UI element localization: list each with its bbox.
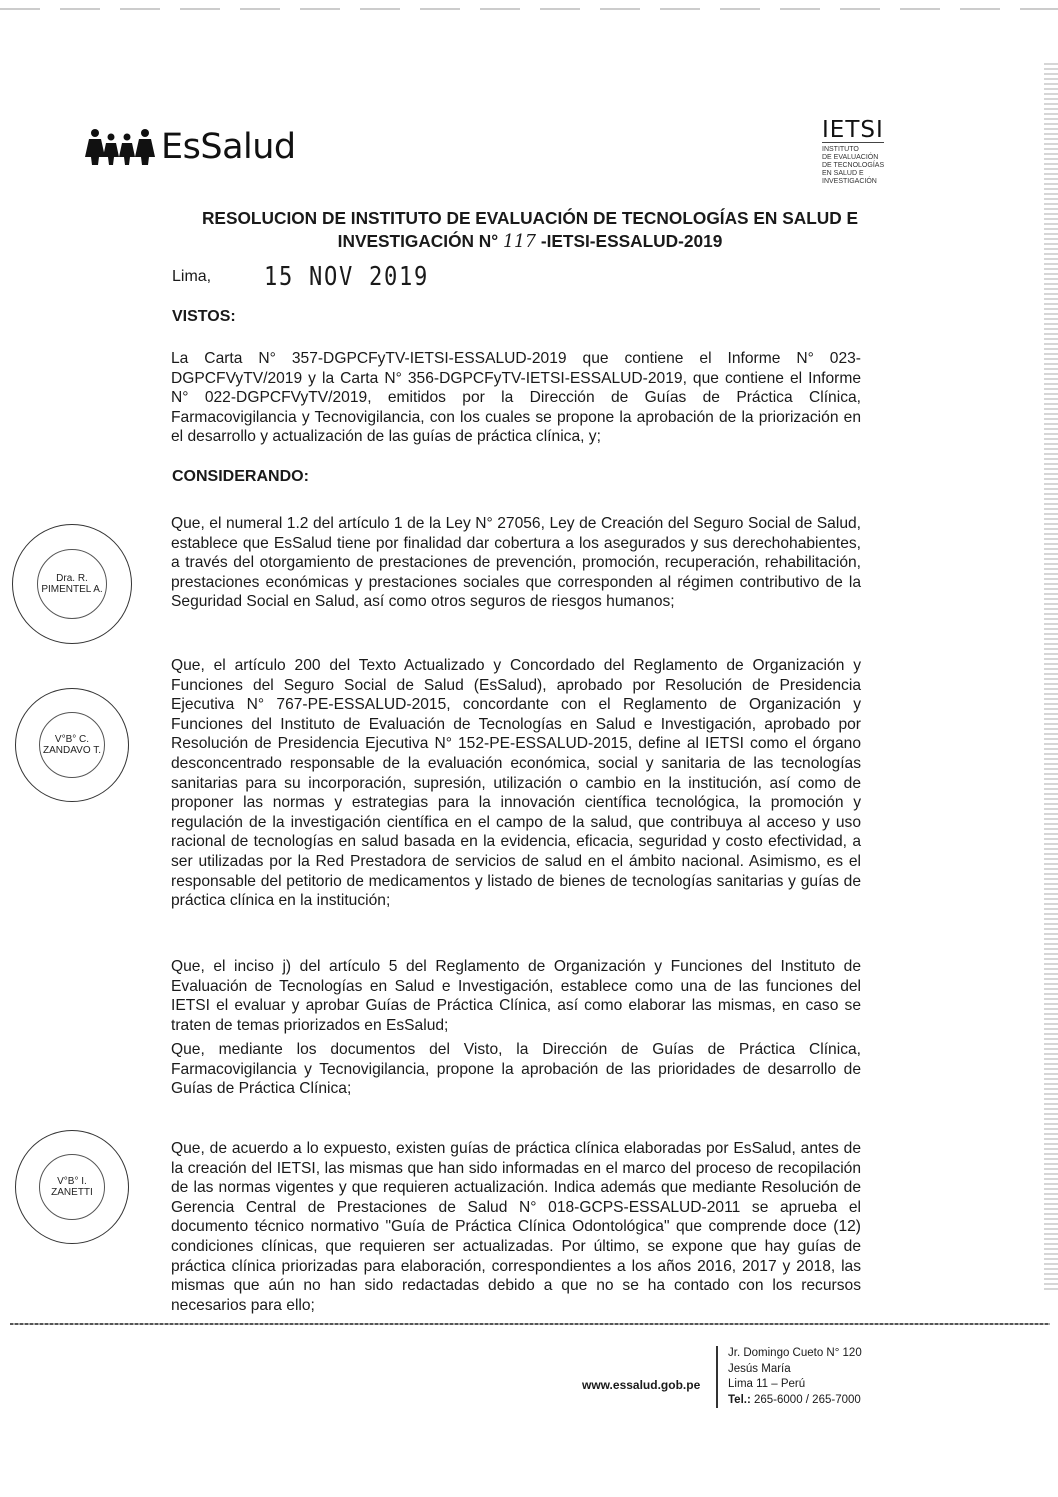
address-line: Lima 11 – Perú: [728, 1378, 806, 1390]
considerando-paragraph: Que, el numeral 1.2 del artículo 1 de la Ley N° 27056, Ley de Creación del Seguro Social de Salud, establece que EsSalud tiene por finalidad dar cobertura a los asegurados y sus derechohabientes, a través del otorgamiento de prestaciones de prevención, promoción, recuperación, rehabilitación, prestaciones económicas y prestaciones sociales que corresponden al régimen contributivo de la Seguridad Social en Salud, así como otros seguros de riesgos humanos;: [171, 515, 861, 611]
date-row: [172, 262, 430, 292]
logo-text: EsSalud: [161, 127, 296, 167]
ietsi-subtitle-line: INSTITUTO: [822, 146, 859, 153]
ietsi-title: IETSI: [822, 117, 884, 143]
vistos-paragraph: La Carta N° 357-DGPCFyTV-IETSI-ESSALUD-2019 que contiene el Informe N° 023-DGPCFVyTV/2019 y la Carta N° 356-DGPCFyTV-IETSI-ESSALUD-2019, que contiene el Informe N° 022-DGPCFVyTV/2019, emitidos por la Dirección de Guías de Práctica Clínica, Farmacovigilancia y Tecnovigilancia, con los cuales se propone la aprobación de la priorización en el desarrollo y actualización de las guías de práctica clínica, y;: [171, 350, 861, 446]
vistos-heading: VISTOS:: [172, 308, 236, 325]
phone-line: [728, 1393, 862, 1409]
scan-right-edge: [1044, 60, 1058, 1290]
approval-seal: [12, 524, 132, 644]
address-line: Jr. Domingo Cueto N° 120: [728, 1347, 862, 1359]
footer-divider: [10, 1323, 1050, 1325]
considerando-paragraph: Que, mediante los documentos del Visto, la Dirección de Guías de Práctica Clínica, Farmacovigilancia y Tecnovigilancia, propone la aprobación de las prioridades de desarrollo de Guías de Práctica Clínica;: [171, 1041, 861, 1098]
ietsi-subtitle-line: EN SALUD E: [822, 170, 864, 177]
ietsi-subtitle-line: DE EVALUACIÓN: [822, 154, 879, 161]
seal-text: V°B° C. ZANDAVO T.: [43, 733, 101, 756]
footer-separator: [716, 1346, 718, 1408]
seal-text: V°B° I. ZANETTI: [51, 1175, 93, 1198]
phone-label: Tel.:: [728, 1393, 751, 1406]
considerando-heading: CONSIDERANDO:: [172, 468, 309, 485]
footer-address: [728, 1346, 862, 1408]
essalud-logo: [85, 127, 296, 167]
family-icon: [85, 127, 157, 167]
title-prefix: INVESTIGACIÓN N°: [337, 231, 499, 251]
date-city: Lima,: [172, 268, 212, 285]
approval-seal: [15, 688, 129, 802]
considerando-paragraph: Que, el artículo 200 del Texto Actualizado y Concordado del Reglamento de Organización y Funciones del Seguro Social de Salud (EsSalud), aprobado por Resolución de Presidencia Ejecutiva N° 767-PE-ESSALUD-2015, concordante con el Reglamento de Organización y Funciones del Instituto de Evaluación de Tecnologías en Salud e Investigación, aprobado por Resolución de Presidencia Ejecutiva N° 152-PE-ESSALUD-2015, define al IETSI como el órgano desconcentrado responsable de la evaluación económica, social y sanitaria de las tecnologías sanitarias para su incorporación, supresión, utilización o cambio en la institución, así como de proponer las normas y estrategias para la innovación científica tecnológica, la promoción y regulación de la investigación científica en el campo de la salud, que contribuya al acceso y uso racional de tecnologías en salud basada en la evidencia, eficacia, seguridad y costo efectividad, a ser utilizadas por la Red Prestadora de servicios de salud en el ámbito nacional. Asimismo, es el responsable del petitorio de medicamentos y listado de bienes de tecnologías sanitarias y guías de práctica clínica en la institución;: [171, 657, 861, 910]
seal-inner-ring: [39, 1154, 106, 1221]
considerando-paragraph: Que, el inciso j) del artículo 5 del Reglamento de Organización y Funciones del Instituto de Evaluación de Tecnologías en Salud e Investigación, establece como una de las funciones del IETSI el evaluar y aprobar Guías de Práctica Clínica, así como elaborar las mismas, en caso se traten de temas priorizados en EsSalud;: [171, 958, 861, 1034]
ietsi-subtitle: [822, 146, 902, 186]
seal-inner-ring: [39, 712, 106, 779]
seal-inner-ring: [37, 549, 107, 619]
date-stamp: 15 NOV 2019: [264, 262, 430, 292]
considerando-paragraph: Que, de acuerdo a lo expuesto, existen guías de práctica clínica elaboradas por EsSalud, antes de la creación del IETSI, las mismas que han sido informadas en el marco del proceso de recopilación de las normas vigentes y que requieren actualización. Indica además que mediante Resolución de Gerencia Central de Prestaciones de Salud N° 018-GCPS-ESSALUD-2011 se aprueba el documento técnico normativo "Guía de Práctica Clínica Odontológica" que comprende doce (12) condiciones clínicas, que requieren ser actualizadas. Por último, se expone que hay guías de práctica clínica priorizadas para elaboración, correspondientes a los años 2016, 2017 y 2018, las mismas que aún no han sido redactadas debido a que no se ha contado con los recursos necesarios para ello;: [171, 1140, 861, 1314]
ietsi-logo: [822, 118, 902, 186]
address-line: Jesús María: [728, 1362, 791, 1375]
phone-value: 265-6000 / 265-7000: [754, 1393, 861, 1406]
resolution-title: [170, 207, 890, 254]
ietsi-subtitle-line: INVESTIGACIÓN: [822, 178, 877, 185]
seal-text: Dra. R. PIMENTEL A.: [41, 573, 103, 595]
approval-seal: [15, 1130, 129, 1244]
title-suffix: -IETSI-ESSALUD-2019: [540, 231, 723, 251]
handwritten-number: 117: [503, 232, 537, 252]
footer-website: www.essalud.gob.pe: [582, 1378, 701, 1392]
title-line-2: [170, 230, 890, 254]
ietsi-subtitle-line: DE TECNOLOGÍAS: [822, 162, 885, 169]
scan-top-edge: [0, 8, 1058, 10]
title-line-1: RESOLUCION DE INSTITUTO DE EVALUACIÓN DE TECNOLOGÍAS EN SALUD E: [201, 208, 859, 228]
